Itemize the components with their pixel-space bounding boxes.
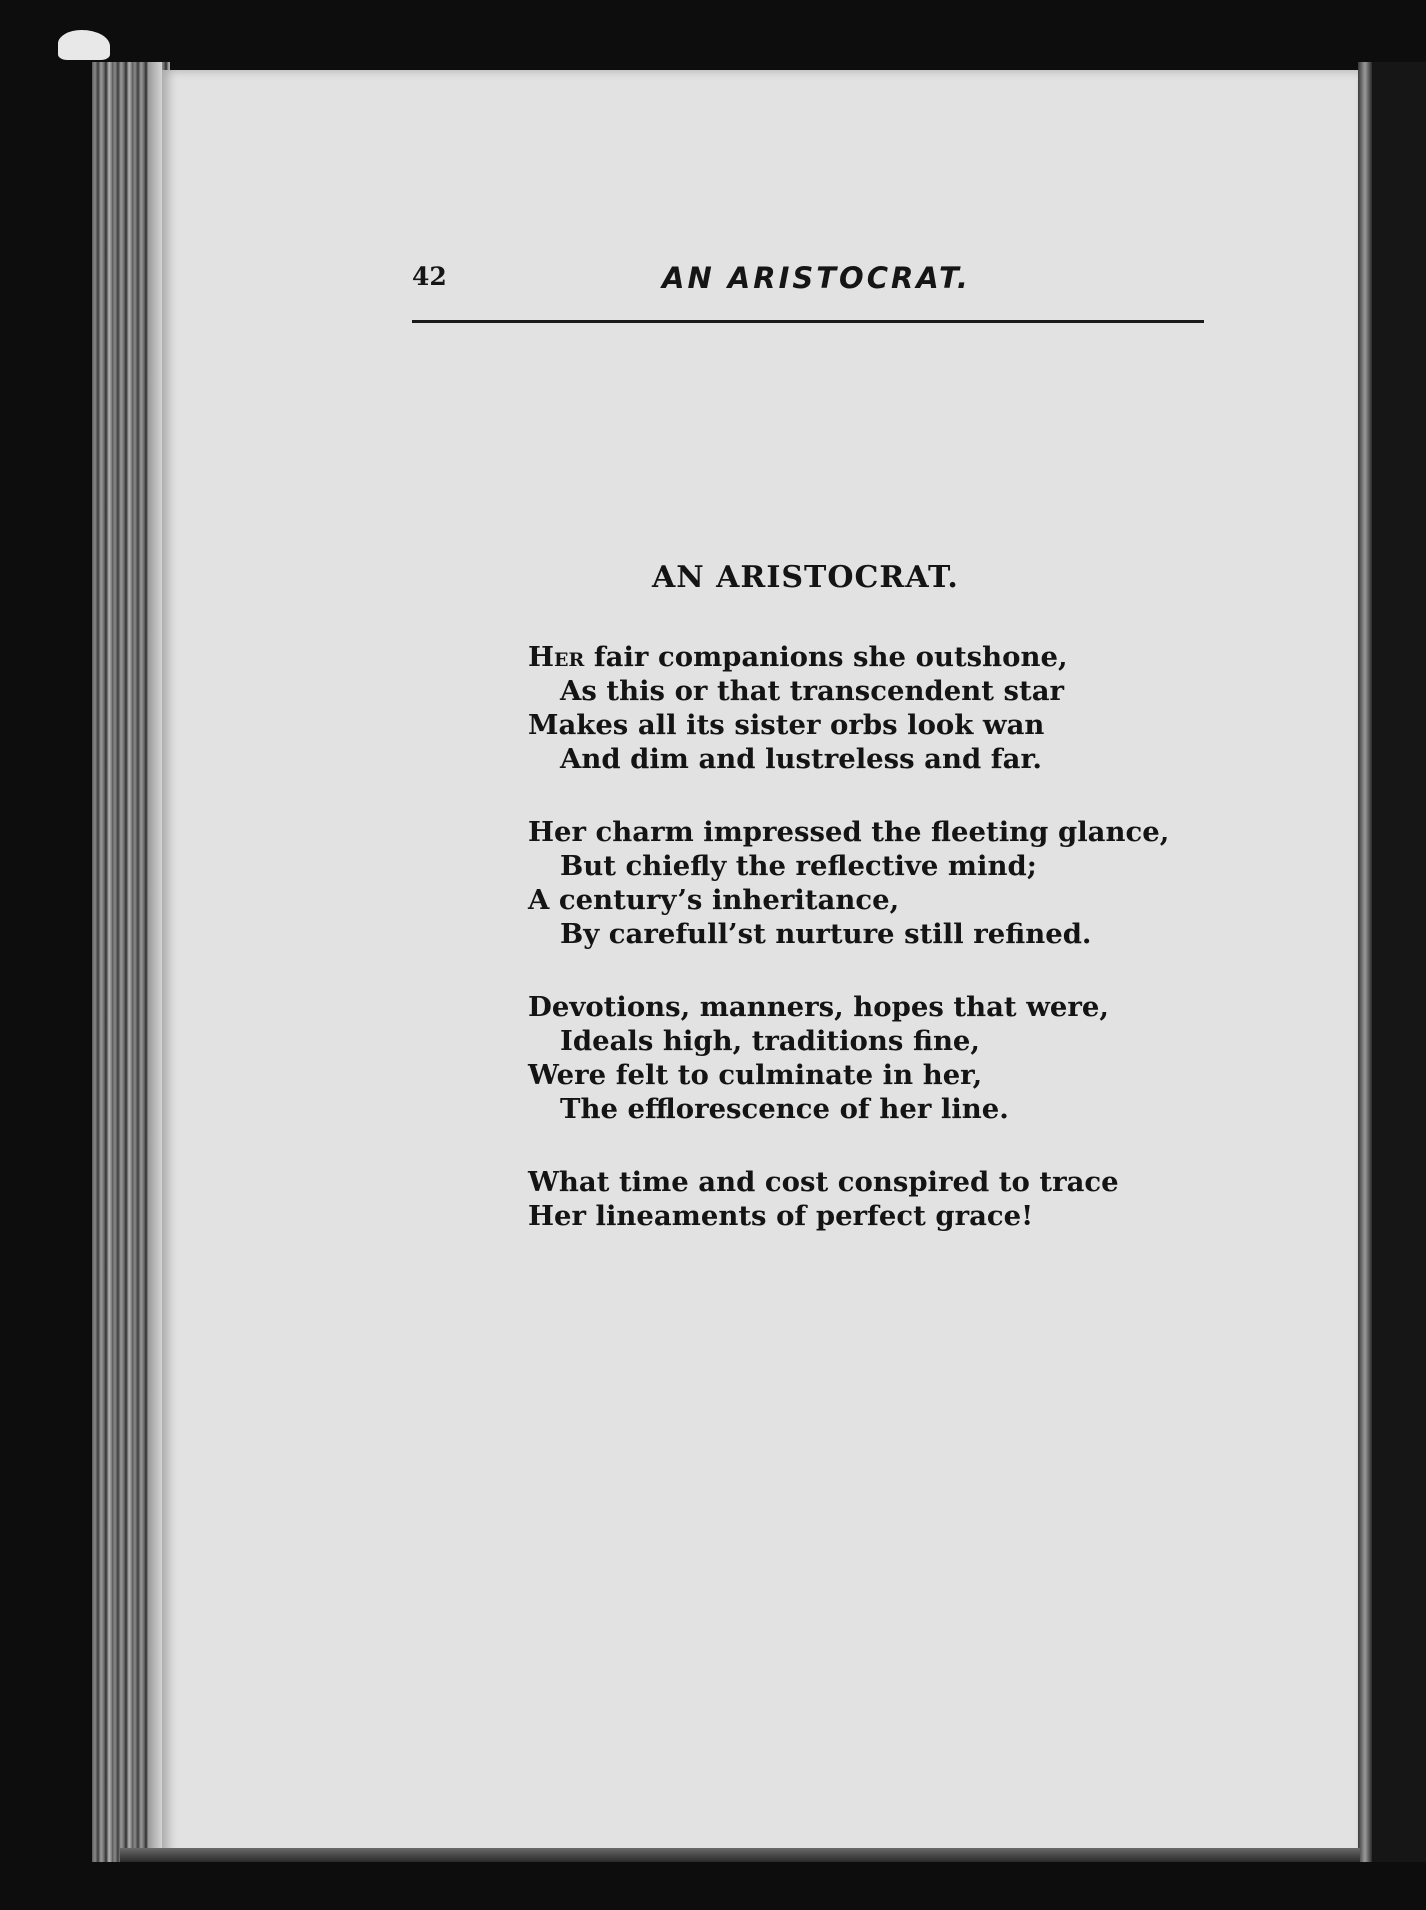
poem-line: A century’s inheritance, xyxy=(528,884,900,916)
page-number: 42 xyxy=(412,262,447,291)
poem-line xyxy=(528,640,1228,674)
stanza-2 xyxy=(528,815,1228,951)
line-text: fair companions she outshone, xyxy=(584,641,1068,673)
stanza-4 xyxy=(528,1165,1228,1233)
poem-line: Were felt to culminate in her, xyxy=(528,1059,983,1091)
line-lead: Her xyxy=(528,641,585,673)
scan-artifact xyxy=(58,30,110,60)
facing-page xyxy=(1372,62,1426,1862)
running-head xyxy=(412,262,1204,323)
stanza-3 xyxy=(528,990,1228,1126)
stanza-1 xyxy=(528,640,1228,776)
poem-line: By carefull’st nurture still refined. xyxy=(560,918,1092,950)
poem-line: What time and cost conspired to trace xyxy=(528,1166,1119,1198)
poem-body xyxy=(528,640,1228,1272)
poem-title: AN ARISTOCRAT. xyxy=(652,560,959,595)
poem-line: Devotions, manners, hopes that were, xyxy=(528,991,1109,1023)
poem-line: Ideals high, traditions fine, xyxy=(560,1025,981,1057)
poem-line: Makes all its sister orbs look wan xyxy=(528,709,1045,741)
page-gutter xyxy=(148,62,162,1862)
facing-page-edge xyxy=(1358,62,1372,1862)
poem-line: As this or that transcendent star xyxy=(560,675,1064,707)
poem-line: And dim and lustreless and far. xyxy=(560,743,1042,775)
poem-line: Her charm impressed the fleeting glance, xyxy=(528,816,1170,848)
running-title: AN ARISTOCRAT. xyxy=(662,261,971,295)
page-bottom-edge xyxy=(120,1848,1360,1862)
poem-line: Her lineaments of perfect grace! xyxy=(528,1200,1034,1232)
poem-line: But chiefly the reflective mind; xyxy=(560,850,1037,882)
poem-line: The efflorescence of her line. xyxy=(560,1093,1009,1125)
